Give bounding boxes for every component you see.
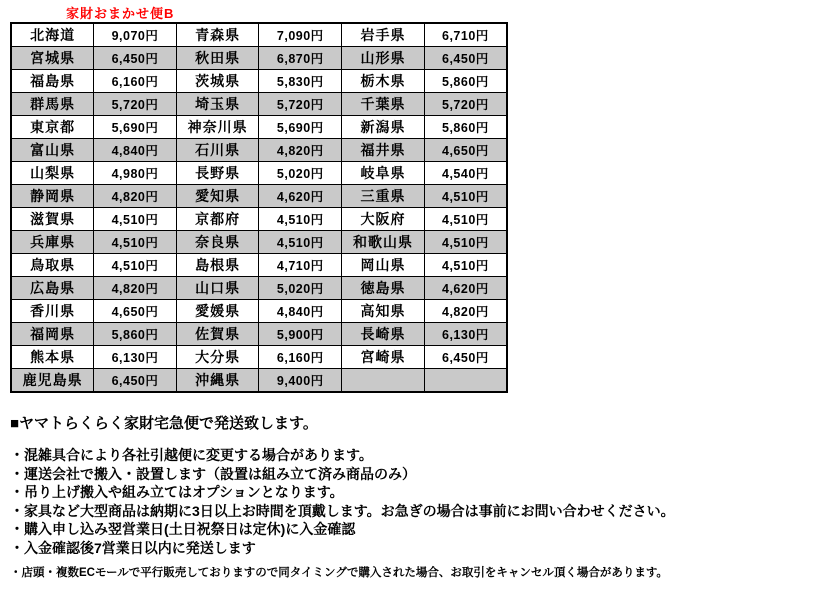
price-cell: 4,510円: [424, 231, 507, 254]
table-row: [11, 254, 507, 277]
price-cell: 4,540円: [424, 162, 507, 185]
prefecture-cell: 東京都: [11, 116, 94, 139]
price-cell: 4,510円: [259, 208, 342, 231]
price-cell: 6,710円: [424, 23, 507, 47]
table-row: [11, 162, 507, 185]
price-cell: 4,510円: [424, 185, 507, 208]
price-cell: 5,860円: [424, 116, 507, 139]
prefecture-cell: 山梨県: [11, 162, 94, 185]
price-cell: 5,830円: [259, 70, 342, 93]
prefecture-cell: 京都府: [176, 208, 259, 231]
table-row: [11, 116, 507, 139]
prefecture-cell: 奈良県: [176, 231, 259, 254]
price-cell: 5,720円: [259, 93, 342, 116]
table-row: [11, 139, 507, 162]
price-cell: 5,690円: [259, 116, 342, 139]
prefecture-cell: 大阪府: [342, 208, 425, 231]
prefecture-cell: 宮崎県: [342, 346, 425, 369]
prefecture-cell: 福島県: [11, 70, 94, 93]
prefecture-cell: 和歌山県: [342, 231, 425, 254]
price-cell: 4,510円: [424, 208, 507, 231]
price-cell: 4,510円: [259, 231, 342, 254]
price-cell: 5,900円: [259, 323, 342, 346]
prefecture-cell: 富山県: [11, 139, 94, 162]
prefecture-cell: 埼玉県: [176, 93, 259, 116]
prefecture-cell: 茨城県: [176, 70, 259, 93]
prefecture-cell: 長崎県: [342, 323, 425, 346]
price-cell: 4,840円: [94, 139, 177, 162]
table-row: [11, 185, 507, 208]
price-cell: 5,720円: [424, 93, 507, 116]
prefecture-cell: 鹿児島県: [11, 369, 94, 393]
price-cell: 4,840円: [259, 300, 342, 323]
prefecture-cell: 佐賀県: [176, 323, 259, 346]
table-row: [11, 47, 507, 70]
prefecture-cell: 岡山県: [342, 254, 425, 277]
prefecture-cell: 広島県: [11, 277, 94, 300]
price-cell: 4,620円: [259, 185, 342, 208]
prefecture-cell: 三重県: [342, 185, 425, 208]
price-cell: 5,720円: [94, 93, 177, 116]
price-cell: 6,450円: [94, 369, 177, 393]
price-cell: 6,130円: [94, 346, 177, 369]
shipping-notes-footnote: ・店頭・複数ECモールで平行販売しておりますので同タイミングで購入された場合、お取引をキャンセル頂く場合があります。: [10, 567, 668, 579]
shipping-notes-heading: ■ヤマトらくらく家財宅急便で発送致します。: [10, 415, 318, 432]
price-cell: 5,860円: [94, 323, 177, 346]
prefecture-cell: 宮城県: [11, 47, 94, 70]
note-item: ・入金確認後7営業日以内に発送します: [10, 539, 256, 556]
prefecture-cell: 熊本県: [11, 346, 94, 369]
note-item: ・運送会社で搬入・設置します（設置は組み立て済み商品のみ）: [10, 465, 416, 482]
price-cell: 4,510円: [94, 208, 177, 231]
prefecture-cell: 大分県: [176, 346, 259, 369]
shipping-notes-section: [10, 412, 816, 580]
prefecture-cell: 長野県: [176, 162, 259, 185]
prefecture-cell: 島根県: [176, 254, 259, 277]
price-cell: 5,860円: [424, 70, 507, 93]
price-cell: 4,510円: [94, 231, 177, 254]
table-row: [11, 208, 507, 231]
price-cell: 4,650円: [424, 139, 507, 162]
price-cell: 4,820円: [259, 139, 342, 162]
prefecture-cell: 福井県: [342, 139, 425, 162]
prefecture-cell: 鳥取県: [11, 254, 94, 277]
price-cell: 4,710円: [259, 254, 342, 277]
prefecture-cell: 石川県: [176, 139, 259, 162]
price-cell: 4,980円: [94, 162, 177, 185]
prefecture-cell: 新潟県: [342, 116, 425, 139]
table-row: [11, 93, 507, 116]
table-row: [11, 300, 507, 323]
prefecture-cell: 愛知県: [176, 185, 259, 208]
price-cell: 6,450円: [424, 346, 507, 369]
prefecture-cell: 岩手県: [342, 23, 425, 47]
price-cell: 6,450円: [424, 47, 507, 70]
prefecture-cell: 徳島県: [342, 277, 425, 300]
price-cell: 4,510円: [94, 254, 177, 277]
price-cell: 4,650円: [94, 300, 177, 323]
price-cell: 5,020円: [259, 277, 342, 300]
price-cell: 4,820円: [94, 277, 177, 300]
prefecture-cell: 山形県: [342, 47, 425, 70]
note-item: ・混雑具合により各社引越便に変更する場合があります。: [10, 447, 373, 463]
prefecture-cell: 滋賀県: [11, 208, 94, 231]
shipping-table-title: 家財おまかせ便B: [66, 6, 175, 21]
price-cell: 4,820円: [94, 185, 177, 208]
table-row: [11, 369, 507, 393]
note-item: ・購入申し込み翌営業日(土日祝祭日は定休)に入金確認: [10, 521, 356, 537]
price-cell: 5,020円: [259, 162, 342, 185]
prefecture-cell: 静岡県: [11, 185, 94, 208]
price-cell: 4,820円: [424, 300, 507, 323]
table-row: [11, 346, 507, 369]
prefecture-cell: 福岡県: [11, 323, 94, 346]
prefecture-cell: 香川県: [11, 300, 94, 323]
price-cell: 9,070円: [94, 23, 177, 47]
prefecture-cell: [342, 369, 425, 393]
price-cell: 9,400円: [259, 369, 342, 393]
price-cell: 4,620円: [424, 277, 507, 300]
prefecture-cell: 神奈川県: [176, 116, 259, 139]
table-row: [11, 323, 507, 346]
prefecture-cell: 岐阜県: [342, 162, 425, 185]
table-row: [11, 23, 507, 47]
table-row: [11, 231, 507, 254]
price-cell: 6,130円: [424, 323, 507, 346]
prefecture-cell: 高知県: [342, 300, 425, 323]
prefecture-cell: 愛媛県: [176, 300, 259, 323]
price-cell: 6,870円: [259, 47, 342, 70]
prefecture-cell: 山口県: [176, 277, 259, 300]
price-cell: 7,090円: [259, 23, 342, 47]
prefecture-cell: 千葉県: [342, 93, 425, 116]
shipping-fee-table: [10, 22, 508, 393]
price-cell: 4,510円: [424, 254, 507, 277]
prefecture-cell: 北海道: [11, 23, 94, 47]
prefecture-cell: 兵庫県: [11, 231, 94, 254]
note-item: ・家具など大型商品は納期に3日以上お時間を頂戴します。お急ぎの場合は事前にお問い合わせください。: [10, 502, 675, 519]
price-cell: 6,450円: [94, 47, 177, 70]
table-row: [11, 277, 507, 300]
price-cell: 6,160円: [94, 70, 177, 93]
price-cell: [424, 369, 507, 393]
prefecture-cell: 青森県: [176, 23, 259, 47]
price-cell: 5,690円: [94, 116, 177, 139]
prefecture-cell: 秋田県: [176, 47, 259, 70]
prefecture-cell: 沖縄県: [176, 369, 259, 393]
table-row: [11, 70, 507, 93]
price-cell: 6,160円: [259, 346, 342, 369]
prefecture-cell: 群馬県: [11, 93, 94, 116]
prefecture-cell: 栃木県: [342, 70, 425, 93]
note-item: ・吊り上げ搬入や組み立てはオプションとなります。: [10, 484, 344, 500]
shipping-notes-list: [10, 446, 816, 557]
